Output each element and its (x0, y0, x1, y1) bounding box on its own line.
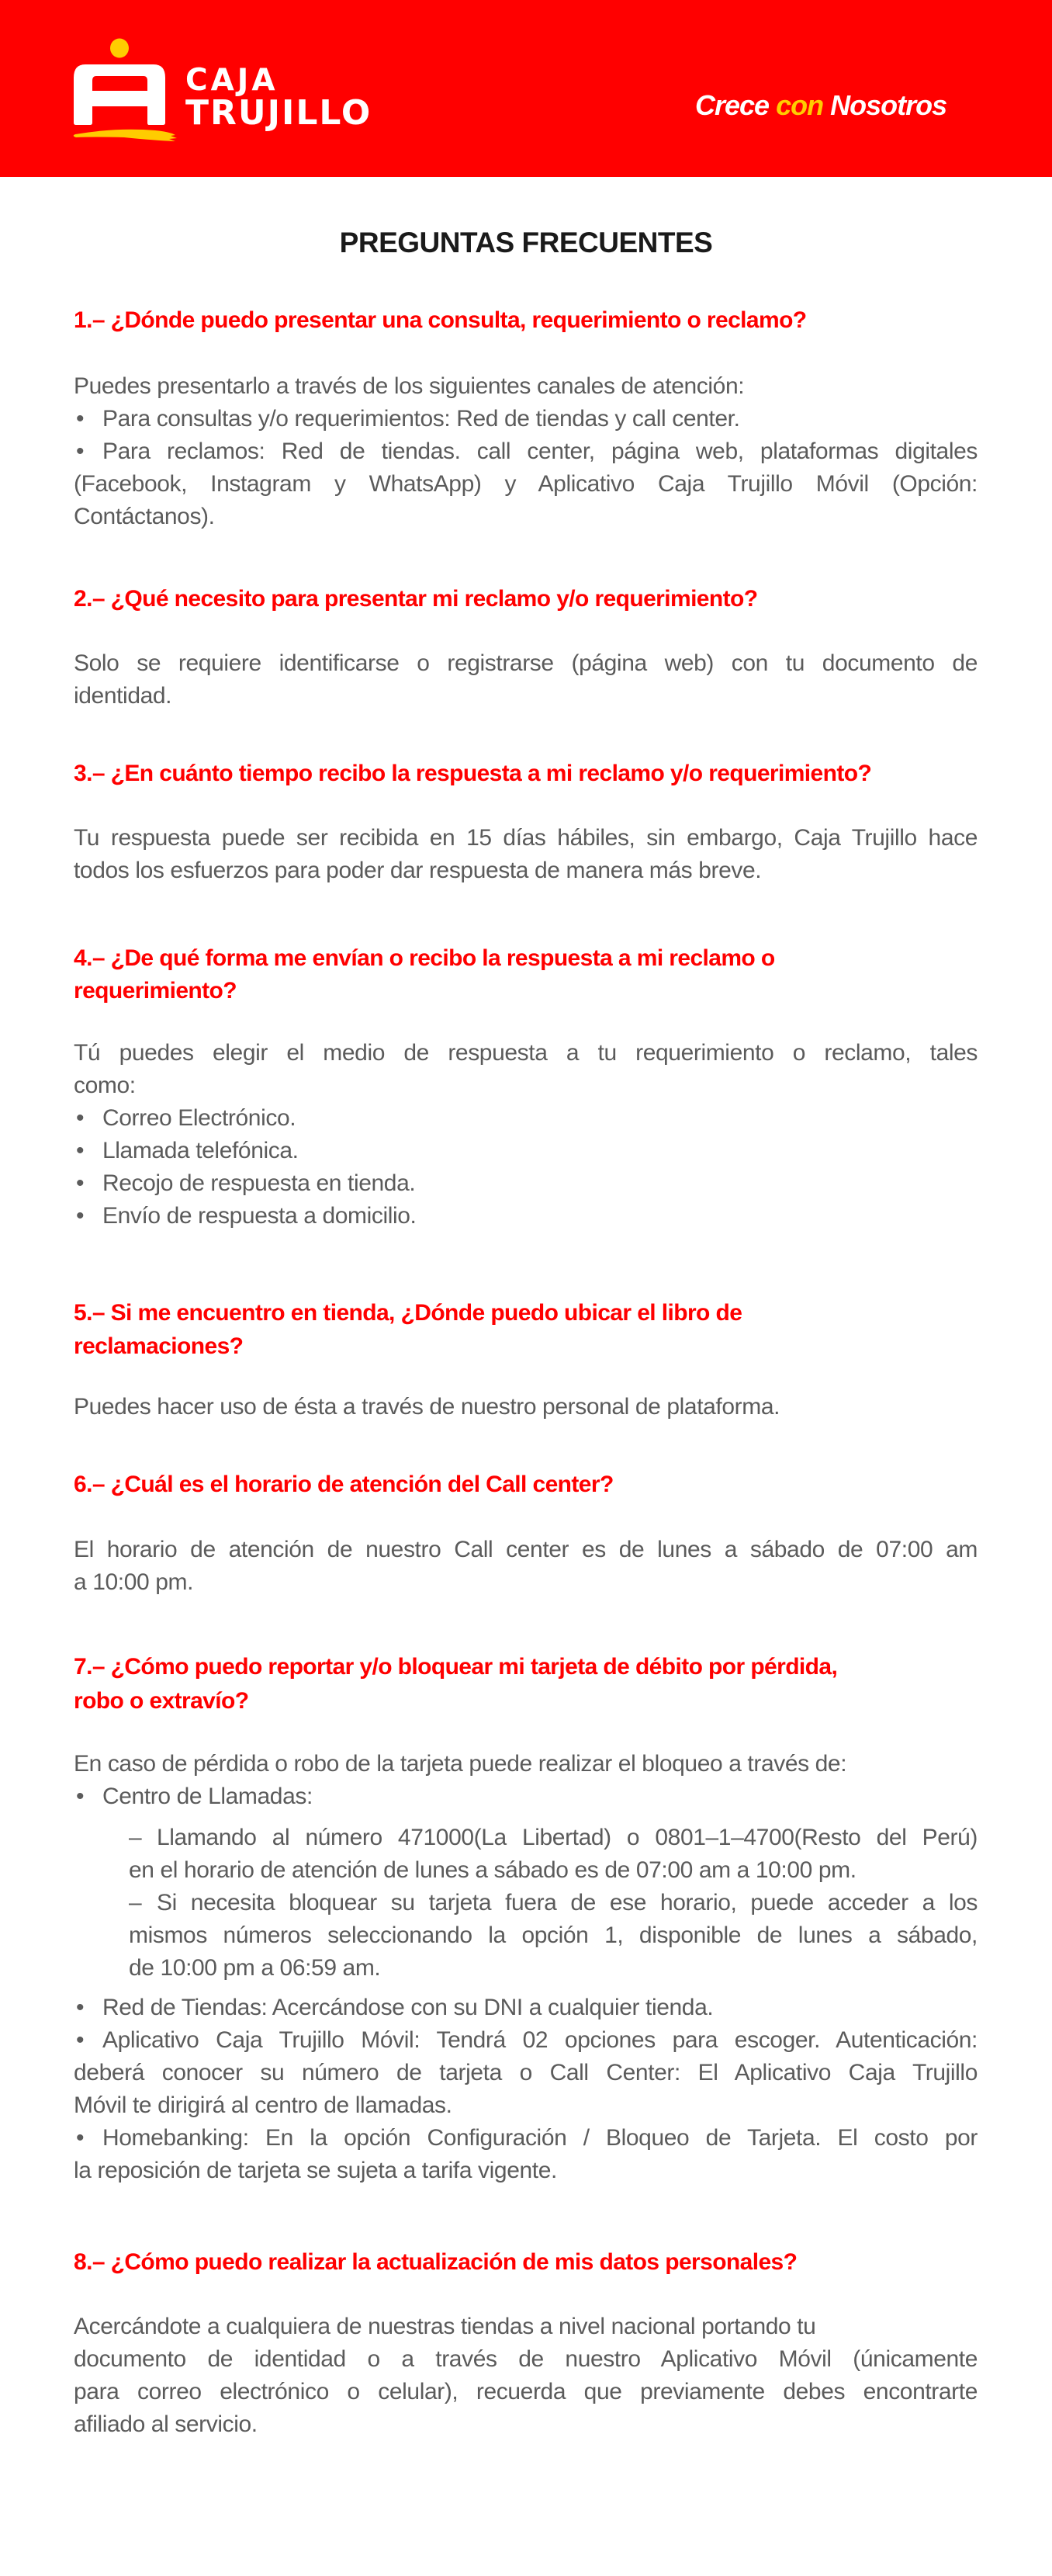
faq-answer-bullet: Llamada telefónica. (102, 1138, 299, 1163)
faq-answer-subitem-continuation: de 10:00 pm a 06:59 am. (129, 1955, 381, 1981)
faq-question: 5.– Si me encuentro en tienda, ¿Dónde puedo ubicar el libro de (74, 1300, 742, 1326)
bullet-icon: • (76, 1138, 85, 1163)
faq-answer-bullet: Red de Tiendas: Acercándose con su DNI a cualquier tienda. (102, 1995, 714, 2020)
faq-answer-line: El horario de atención de nuestro Call center es de lunes a sábado de 07:00 am (74, 1537, 978, 1562)
tagline-part1: Crece (695, 89, 770, 121)
faq-answer-line: Móvil te dirigirá al centro de llamadas. (74, 2092, 452, 2118)
faq-answer-line: Solo se requiere identificarse o registrarse (página web) con tu documento de (74, 650, 978, 676)
dash-icon: – (129, 1825, 142, 1850)
faq-question: 4.– ¿De qué forma me envían o recibo la respuesta a mi reclamo o (74, 945, 775, 971)
brand-logo[interactable] (0, 0, 388, 177)
faq-answer-subitem-continuation: en el horario de atención de lunes a sábado es de 07:00 am a 10:00 pm. (129, 1857, 856, 1883)
tagline-part3: Nosotros (830, 89, 947, 121)
faq-question: 7.– ¿Cómo puedo reportar y/o bloquear mi tarjeta de débito por pérdida, (74, 1654, 838, 1680)
faq-answer-line: Puedes hacer uso de ésta a través de nuestro personal de plataforma. (74, 1394, 780, 1420)
faq-question: 2.– ¿Qué necesito para presentar mi reclamo y/o requerimiento? (74, 586, 758, 612)
faq-answer-bullet: Para consultas y/o requerimientos: Red de tiendas y call center. (102, 406, 740, 432)
tagline-accent: con (776, 89, 824, 121)
faq-answer-line: En caso de pérdida o robo de la tarjeta puede realizar el bloqueo a través de: (74, 1751, 847, 1777)
faq-answer-line: Puedes presentarlo a través de los siguientes canales de atención: (74, 373, 745, 399)
tagline (695, 89, 985, 121)
faq-answer-bullet: Envío de respuesta a domicilio. (102, 1203, 417, 1229)
faq-answer-line: para correo electrónico o celular), recuerda que previamente debes encontrarte (74, 2379, 978, 2404)
faq-question: 3.– ¿En cuánto tiempo recibo la respuesta a mi reclamo y/o requerimiento? (74, 761, 872, 786)
faq-question-continuation: robo o extravío? (74, 1688, 249, 1714)
bullet-icon: • (76, 2027, 85, 2053)
faq-answer-bullet: Homebanking: En la opción Configuración / Bloqueo de Tarjeta. El costo por (102, 2125, 978, 2151)
faq-answer-line: todos los esfuerzos para poder dar respuesta de manera más breve. (74, 858, 762, 883)
emblem-swoosh (74, 130, 177, 141)
faq-answer-line: Acercándote a cualquiera de nuestras tiendas a nivel nacional portando tu (74, 2314, 816, 2339)
subitem-text: Si necesita bloquear su tarjeta fuera de ese horario, puede acceder a los (157, 1890, 978, 1916)
emblem-dot (110, 39, 129, 58)
brand-name-line2: TRUJILLO (185, 93, 372, 133)
faq-answer-bullet: Recojo de respuesta en tienda. (102, 1170, 416, 1196)
bullet-icon: • (76, 406, 85, 432)
faq-answer-line: Contáctanos). (74, 504, 215, 529)
faq-answer-bullet: Centro de Llamadas: (102, 1784, 313, 1809)
page-title: PREGUNTAS FRECUENTES (339, 227, 713, 258)
faq-answer-line: afiliado al servicio. (74, 2411, 258, 2437)
faq-answer-line: como: (74, 1073, 136, 1098)
site-header (0, 0, 1052, 177)
bullet-icon: • (76, 1170, 85, 1196)
faq-answer-line: la reposición de tarjeta se sujeta a tarifa vigente. (74, 2158, 557, 2183)
bullet-icon: • (76, 1995, 85, 2020)
faq-answer-bullet: Para reclamos: Red de tiendas. call center, página web, plataformas digitales (102, 439, 978, 464)
faq-answer-subitem (129, 1887, 978, 1919)
faq-question: 6.– ¿Cuál es el horario de atención del Call center? (74, 1472, 614, 1497)
faq-answer-subitem (129, 1822, 978, 1854)
bullet-icon: • (76, 439, 85, 464)
faq-answer-line: documento de identidad o a través de nuestro Aplicativo Móvil (únicamente (74, 2346, 978, 2372)
faq-answer-line: identidad. (74, 683, 172, 709)
brand-name-line1: CAJA (185, 63, 279, 98)
dash-icon: – (129, 1890, 142, 1916)
faq-answer-line: (Facebook, Instagram y WhatsApp) y Aplicativo Caja Trujillo Móvil (Opción: (74, 471, 978, 497)
faq-answer-line: Tu respuesta puede ser recibida en 15 días hábiles, sin embargo, Caja Trujillo hace (74, 825, 978, 851)
bullet-icon: • (76, 1203, 85, 1229)
faq-answer-line: deberá conocer su número de tarjeta o Call Center: El Aplicativo Caja Trujillo (74, 2060, 978, 2085)
faq-question-continuation: requerimiento? (74, 978, 237, 1004)
faq-question: 8.– ¿Cómo puedo realizar la actualización de mis datos personales? (74, 2249, 798, 2275)
faq-answer-bullet: Correo Electrónico. (102, 1105, 296, 1131)
subitem-text: Llamando al número 471000(La Libertad) o 0801–1–4700(Resto del Perú) (157, 1825, 978, 1850)
bullet-icon: • (76, 1105, 85, 1131)
faq-answer-subitem-continuation: mismos números seleccionando la opción 1, disponible de lunes a sábado, (129, 1922, 978, 1948)
faq-answer-line: Tú puedes elegir el medio de respuesta a tu requerimiento o reclamo, tales (74, 1040, 978, 1066)
bullet-icon: • (76, 2125, 85, 2151)
faq-answer-bullet: Aplicativo Caja Trujillo Móvil: Tendrá 02 opciones para escoger. Autenticación: (102, 2027, 978, 2053)
faq-question-continuation: reclamaciones? (74, 1333, 244, 1359)
emblem-a-shape (74, 64, 165, 125)
bullet-icon: • (76, 1784, 85, 1809)
faq-question: 1.– ¿Dónde puedo presentar una consulta, requerimiento o reclamo? (74, 307, 807, 333)
faq-answer-line: a 10:00 pm. (74, 1569, 194, 1595)
